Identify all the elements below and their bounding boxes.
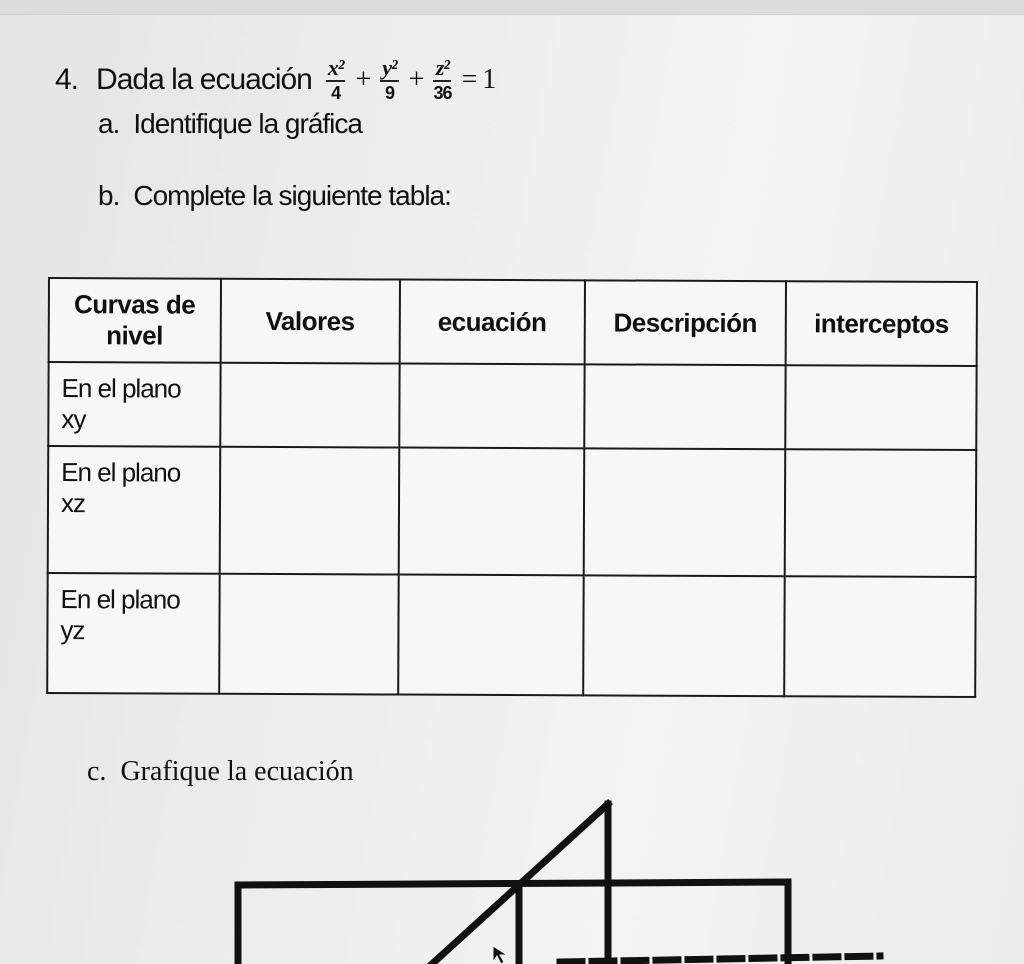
cell-empty [784,576,975,697]
cell-empty [785,449,976,577]
part-b-text: Complete la siguiente tabla: [133,180,451,211]
cell-empty [786,365,977,450]
part-b-label: b. [98,180,120,211]
header-curvas-de-nivel: Curvas de nivel [49,278,221,363]
cell-empty [584,364,786,449]
level-curves-table [46,277,978,698]
axes-drawing [0,780,1024,964]
header-descripcion: Descripción [584,280,786,365]
cell-empty [219,447,399,575]
page-top-edge [0,0,1024,15]
table-row [48,446,977,577]
part-b [98,180,451,212]
cell-empty [399,448,584,576]
table-row [48,362,976,450]
header-valores: Valores [220,279,400,364]
part-c-text: Grafique la ecuación [120,756,354,787]
equals-one: = 1 [461,64,496,95]
question-line [55,50,501,110]
fraction-x: $\frac{\text{x²}}{4}$ [327,55,344,103]
part-a-label: a. [98,108,120,139]
cell-empty [220,363,400,448]
fraction-y: $\frac{\text{y²}}{9}$ [382,55,397,103]
question-prompt: Dada la ecuación [96,63,312,96]
cell-empty [399,364,584,449]
row-label-xy: En el plano xy [48,362,220,447]
header-interceptos: interceptos [786,281,977,366]
cell-empty [583,448,785,576]
row-label-yz: En el plano yz [47,573,219,694]
header-ecuacion: ecuación [400,280,585,365]
question-number: 4. [55,63,79,96]
cell-empty [219,574,399,695]
fraction-z: $\frac{\text{z²}}{36}$ [433,55,452,103]
cell-empty [583,575,785,696]
row-label-xz: En el plano xz [48,446,220,574]
part-a-text: Identifique la gráfica [133,108,362,139]
table-header-row [49,278,977,366]
cell-empty [398,575,583,696]
mouse-cursor-icon [493,946,507,964]
table-row [47,573,976,697]
part-c-label: c. [87,756,107,787]
ellipsoid-equation: $\frac{\text{x²}}{4}$ + $\frac{\text{y²}}{9}$ + $\frac{\text{z²}}{36}$ = 1 [327,55,496,103]
part-a [98,108,362,140]
